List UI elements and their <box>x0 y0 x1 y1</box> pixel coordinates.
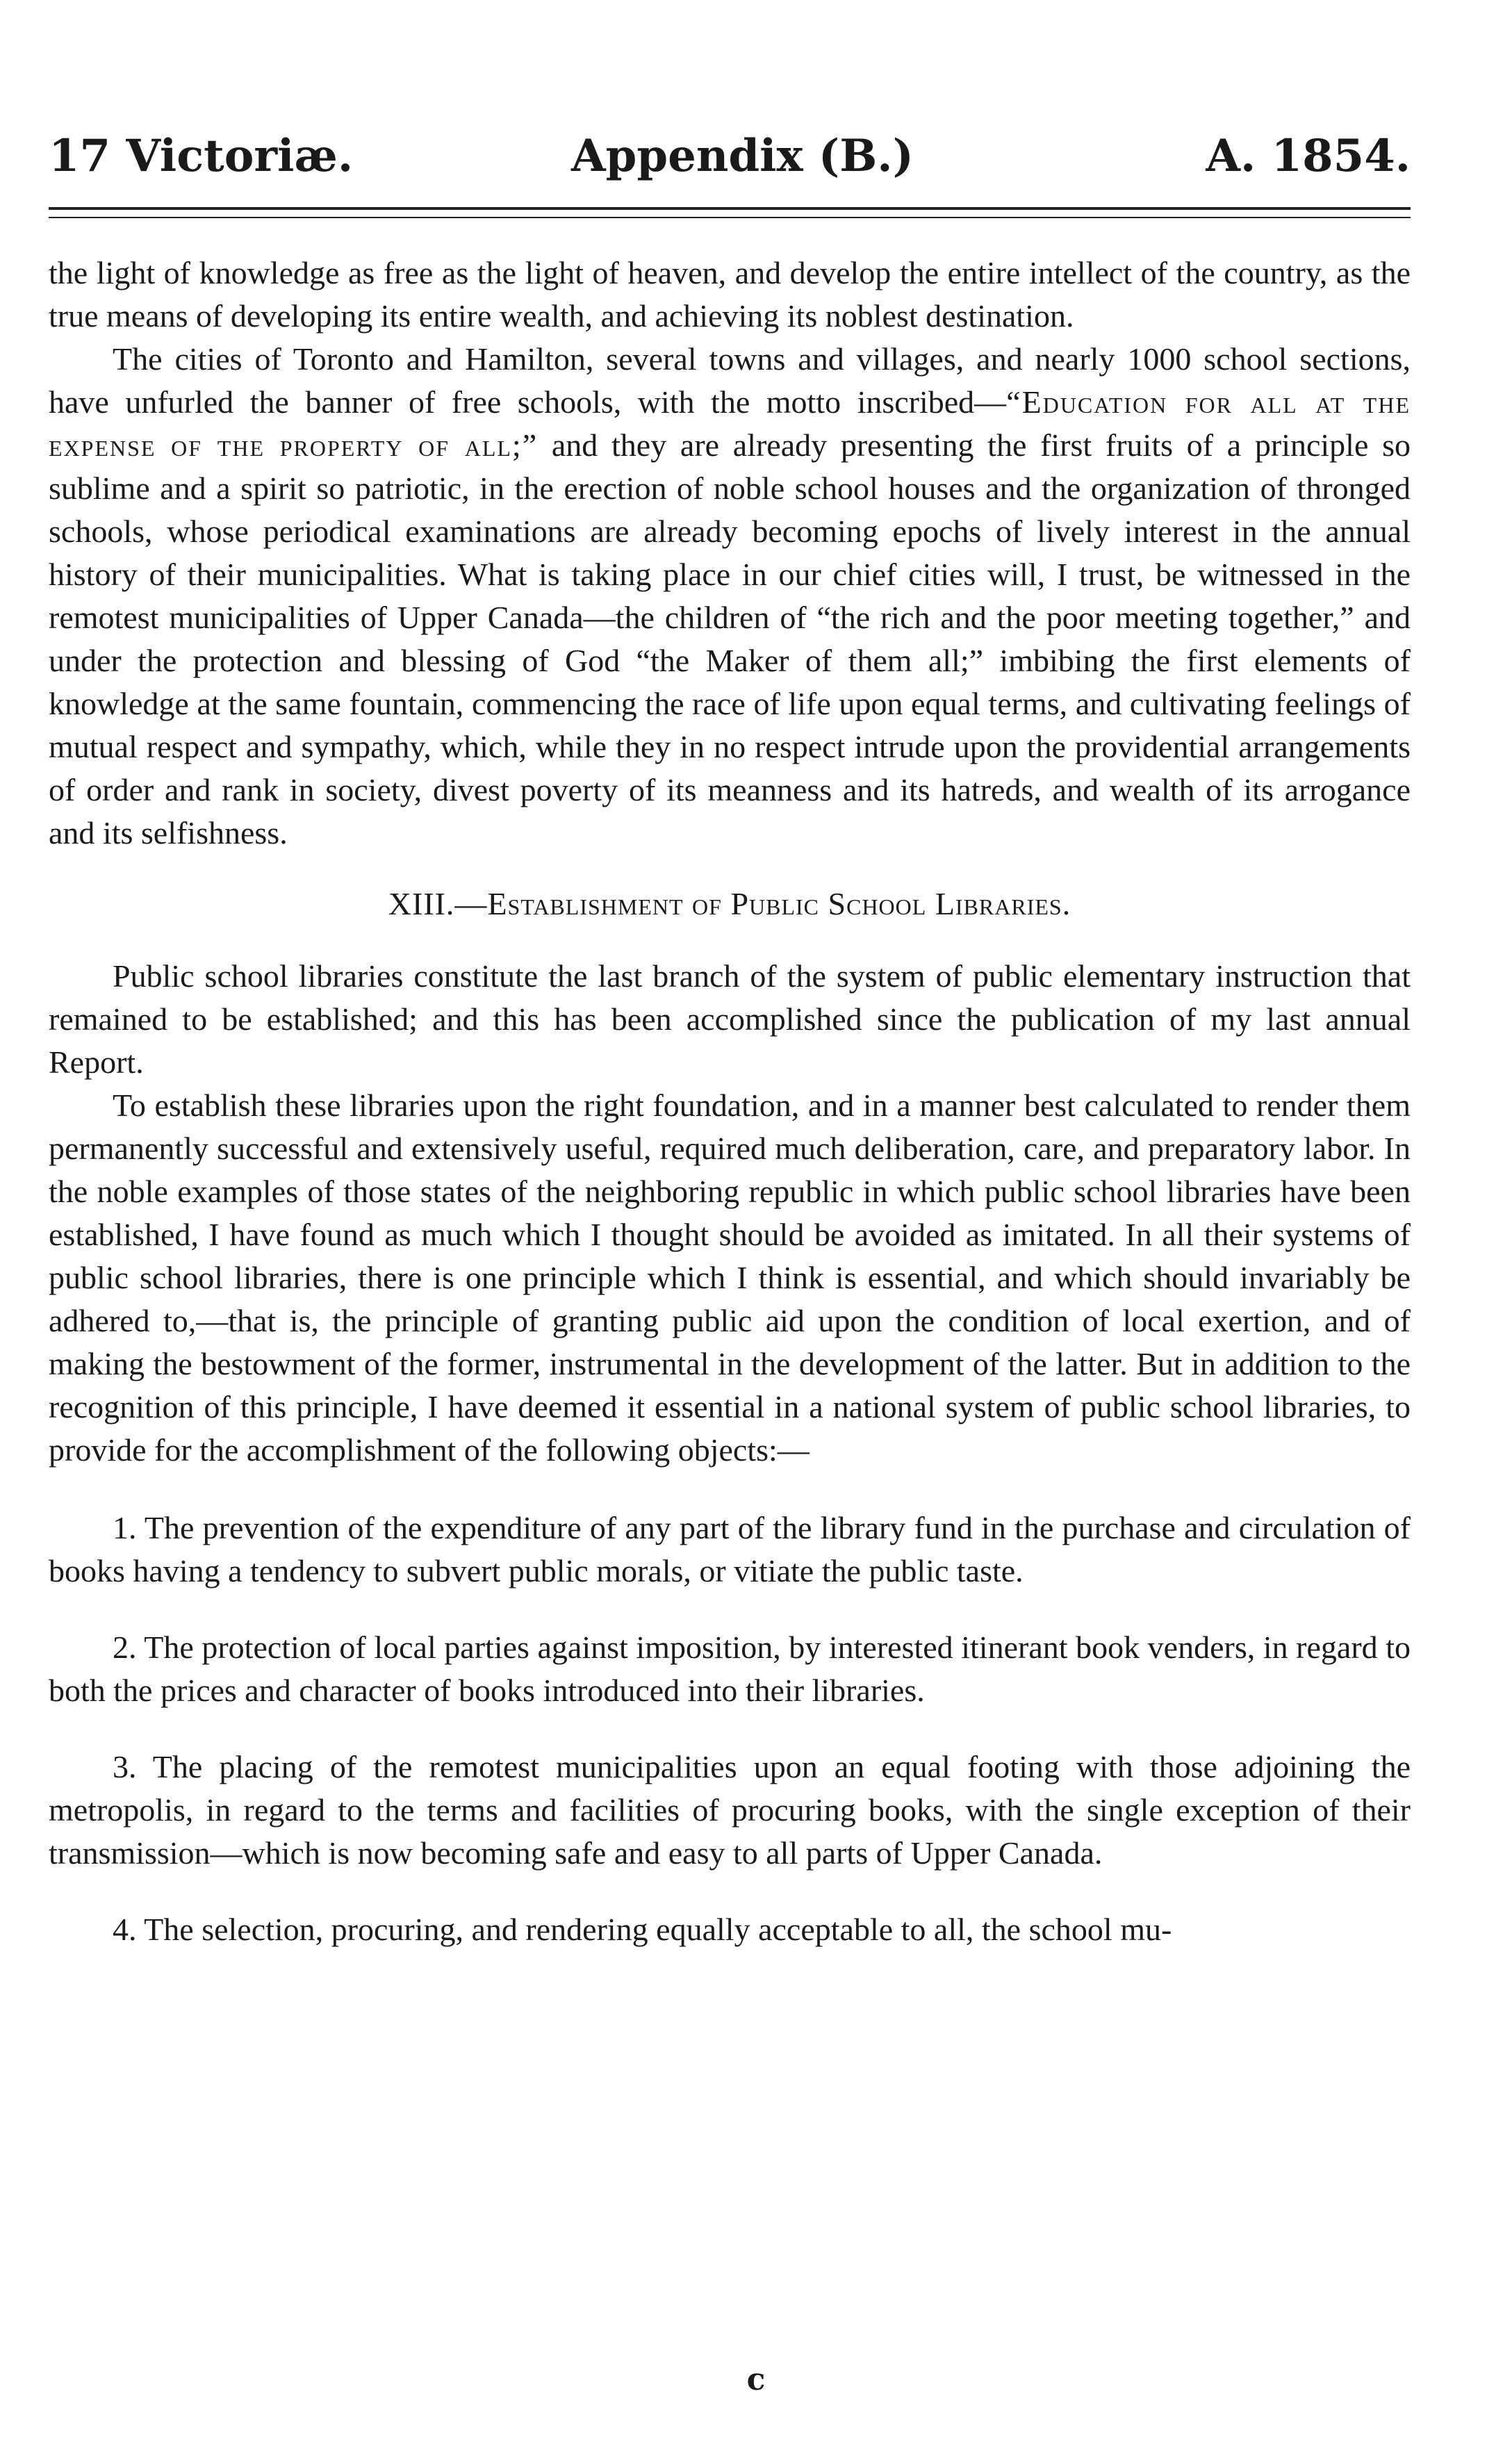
section-heading <box>49 882 1411 926</box>
list-item-number: 3. <box>113 1749 137 1784</box>
list-item-number: 1. <box>113 1510 137 1545</box>
list-item-number: 4. <box>113 1912 137 1947</box>
header-year: A. 1854. <box>1206 130 1411 182</box>
paragraph-free-schools <box>49 338 1411 855</box>
list-item-text: The selection, procuring, and rendering equally acceptable to all, the school mu- <box>144 1912 1172 1947</box>
signature-mark: c <box>746 2362 766 2397</box>
header-appendix: Appendix (B.) <box>571 130 914 182</box>
list-item-text: The protection of local parties against imposition, by interested itinerant book venders, in regard to both the prices and character of books introduced into their libraries. <box>49 1629 1411 1708</box>
header-volume: 17 Victoriæ. <box>49 130 354 182</box>
paragraph-continuation: the light of knowledge as free as the light of heaven, and develop the entire intellect of the country, as the true means of developing its entire wealth, and achieving its noblest destination. <box>49 255 1411 334</box>
body-text <box>49 252 1411 1951</box>
header-rule-thick <box>49 207 1411 210</box>
list-item <box>49 1908 1411 1951</box>
section-number: XIII.— <box>388 886 488 921</box>
list-item <box>49 1746 1411 1875</box>
header-rule-thin <box>49 217 1411 218</box>
paragraph-libraries-foundation: To establish these libraries upon the right foundation, and in a manner best calculated to render them permanently successful and extensively useful, required much deliberation, care, and preparatory labor. In the noble examples of those states of the neighboring republic in which public school libraries have been established, I have found as much which I thought should be avoided as imitated. In all their systems of public school libraries, there is one principle which I think is essential, and which should invariably be adhered to,—that is, the principle of granting public aid upon the condition of local exertion, and of making the bestowment of the former, instrumental in the development of the latter. But in addition to the recognition of this principle, I have deemed it essential in a national system of public school libraries, to provide for the accomplishment of the following objects:— <box>49 1087 1411 1468</box>
list-item <box>49 1506 1411 1593</box>
list-item-text: The placing of the remotest municipalities upon an equal footing with those adjoining the metropolis, in regard to the terms and facilities of procuring books, with the single exception of their transmission—which is now becoming safe and easy to all parts of Upper Canada. <box>49 1749 1411 1871</box>
paragraph-free-schools-lead: The cities of Toronto and Hamilton, several towns and villages, and nearly 1000 school sections, have unfurled the banner of free schools, with the motto inscribed— <box>49 341 1411 420</box>
motto: “Education for all at the expense of the property of all;” <box>49 384 1411 463</box>
list-item-text: The prevention of the expenditure of any part of the library fund in the purchase and circulation of books having a tendency to subvert public morals, or vitiate the public taste. <box>49 1510 1411 1588</box>
list-item <box>49 1626 1411 1712</box>
list-item-number: 2. <box>113 1629 137 1665</box>
section-title: Establishment of Public School Libraries. <box>487 886 1071 921</box>
paragraph-libraries-intro: Public school libraries constitute the last branch of the system of public elementary instruction that remained to be established; and this has been accomplished since the publication of my last annual Report. <box>49 958 1411 1080</box>
paragraph-free-schools-rest: and they are already presenting the first fruits of a principle so sublime and a spirit so patriotic, in the erection of noble school houses and the organization of thronged schools, whose periodical examinations are already becoming epochs of lively interest in the annual history of their municipalities. What is taking place in our chief cities will, I trust, be witnessed in the remotest municipalities of Upper Canada—the children of “the rich and the poor meeting together,” and under the protection and blessing of God “the Maker of them all;” imbibing the first elements of knowledge at the same fountain, commencing the race of life upon equal terms, and cultivating feelings of mutual respect and sympathy, which, while they in no respect intrude upon the providential arrangements of order and rank in society, divest poverty of its meanness and its hatreds, and wealth of its arrogance and its selfishness. <box>49 427 1411 851</box>
running-header <box>49 118 1411 195</box>
